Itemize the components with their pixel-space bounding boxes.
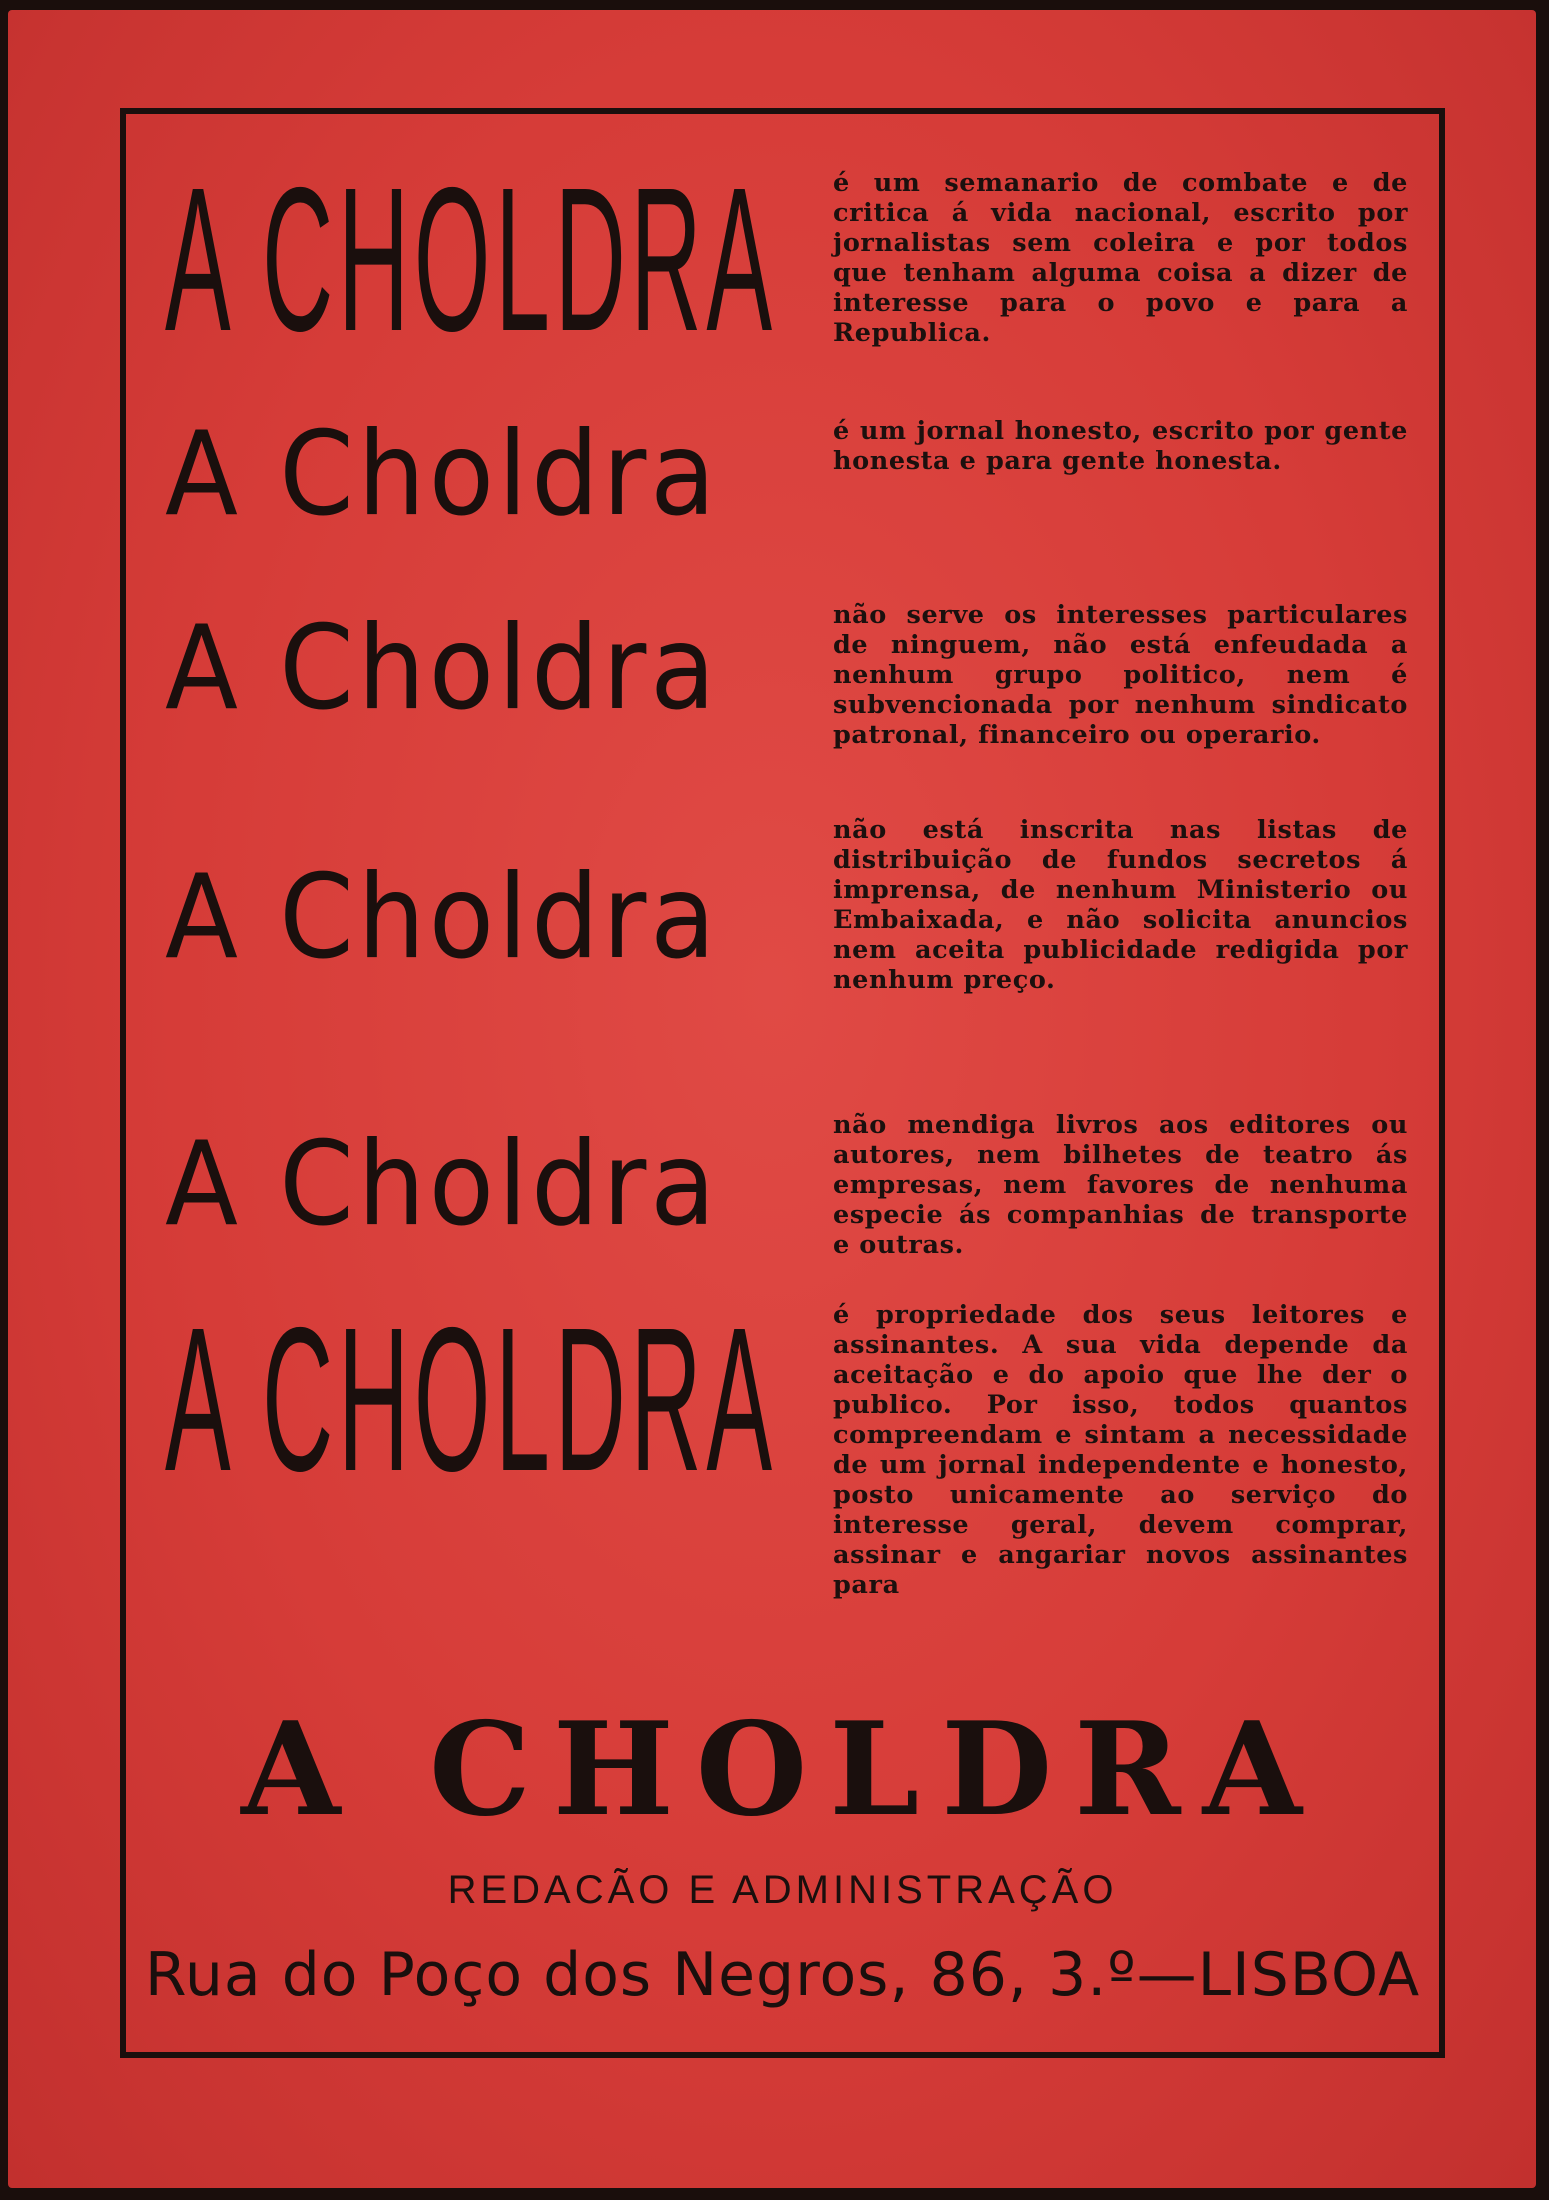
paragraph-4: não está inscrita nas listas de distribuição de fundos secretos á imprensa, de nenhum Ministerio ou Embaixada, e não solicita anuncios nem aceita publicidade redigida por nenhum preço. [833,815,1408,995]
title-rounded: A Choldra [165,407,720,542]
title-condensed: A CHOLDRA [165,1285,777,1514]
paragraph-3: não serve os interesses particulares de ninguem, não está enfeudada a nenhum grupo politico, nem é subvencionada por nenhum sindicato patronal, financeiro ou operario. [833,600,1408,750]
title-condensed: A CHOLDRA [165,145,777,374]
paragraph-2: é um jornal honesto, escrito por gente honesta e para gente honesta. [833,416,1408,476]
section-1 [165,145,1410,400]
footer-title: A CHOLDRA [241,1695,1324,1845]
footer-address: Rua do Poço dos Negros, 86, 3.º—LISBOA [144,1940,1421,2010]
section-3 [165,600,1410,770]
paragraph-5: não mendiga livros aos editores ou autores, nem bilhetes de teatro ás empresas, nem favores de nenhuma especie ás companhias de transporte e outras. [833,1110,1408,1260]
paragraph-1: é um semanario de combate e de critica á vida nacional, escrito por jornalistas sem coleira e por todos que tenham alguma coisa a dizer de interesse para o povo e para a Republica. [833,168,1408,348]
title-rounded: A Choldra [165,601,720,736]
paragraph-6: é propriedade dos seus leitores e assinantes. A sua vida depende da aceitação e do apoio que lhe der o publico. Por isso, todos quantos compreendam e sintam a necessidade de um jornal independente e honesto, posto unicamente ao serviço do interesse geral, devem comprar, assinar e angariar novos assinantes para [833,1300,1408,1600]
footer-line-1: REDACÃO E ADMINISTRAÇÃO [447,1868,1118,1912]
section-4 [165,815,1410,1025]
section-6 [165,1285,1410,1660]
section-5 [165,1110,1410,1270]
section-2 [165,407,1410,550]
title-rounded: A Choldra [165,850,720,985]
title-rounded: A Choldra [165,1117,720,1252]
